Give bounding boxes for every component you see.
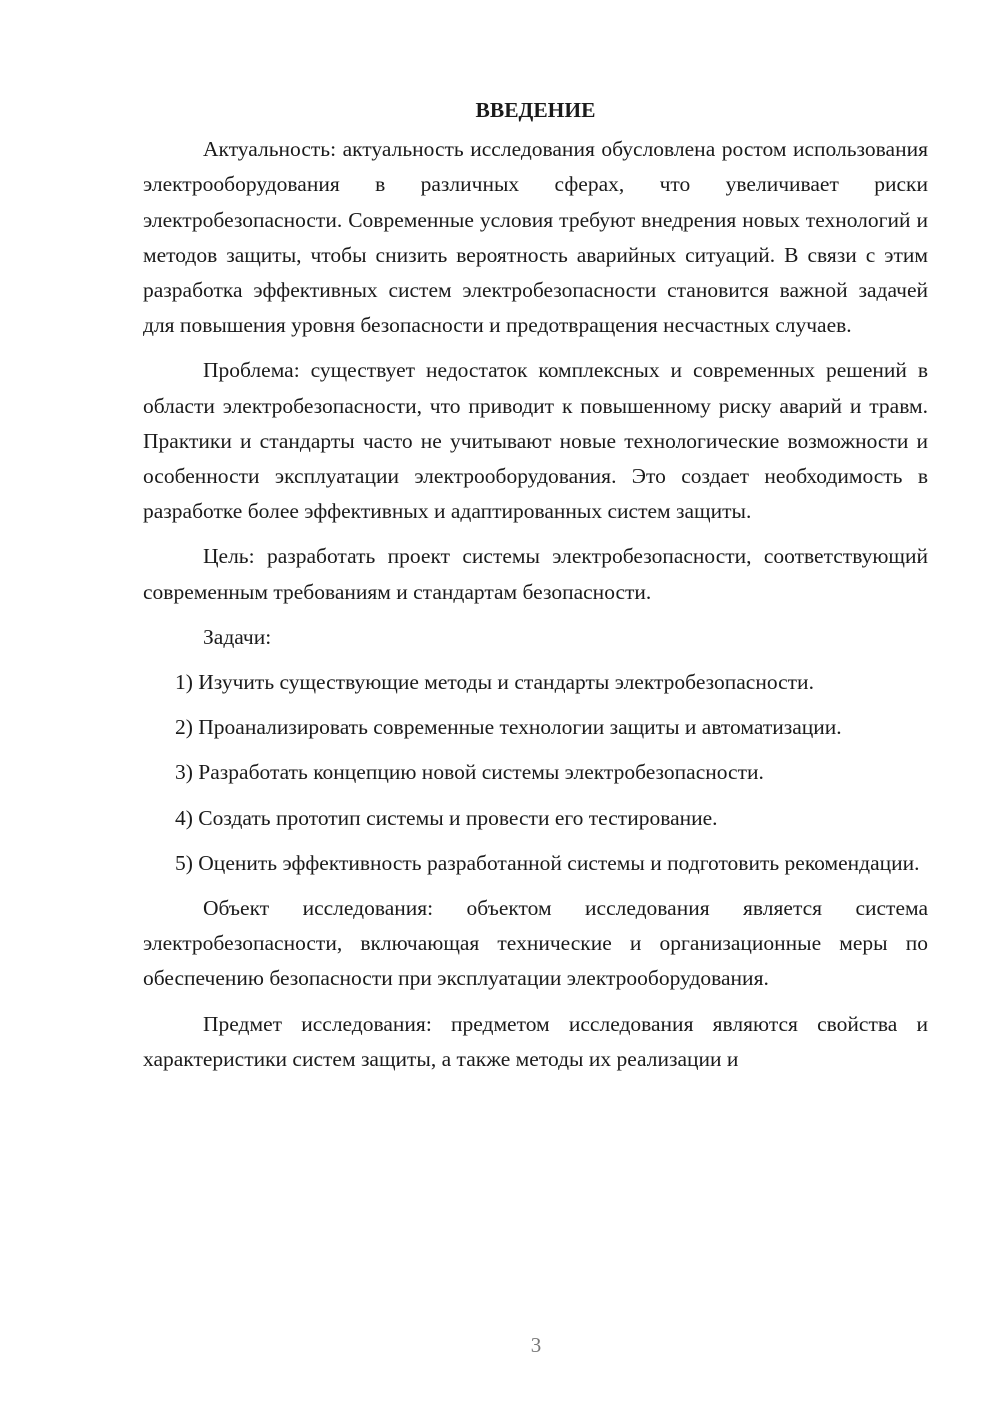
object-paragraph: Объект исследования: объектом исследования является система электробезопасности, включающая технические и организационные меры по обеспечению безопасности при эксплуатации электрооборудования. — [143, 896, 928, 991]
page-number: 3 — [530, 1333, 542, 1357]
problem-paragraph: Проблема: существует недостаток комплексных и современных решений в области электробезопасности, что приводит к повышенному риску аварий и травм. Практики и стандарты часто не учитывают новые технологические возможности и особенности эксплуатации электрооборудования. Это создает необходимость в разработке более эффективных и адаптированных систем защиты. — [143, 358, 928, 524]
task-item-3: 3) Разработать концепцию новой системы электробезопасности. — [175, 760, 764, 785]
page-content — [143, 93, 928, 1087]
tasks-label: Задачи: — [203, 624, 272, 649]
task-item-5: 5) Оценить эффективность разработанной системы и подготовить рекомендации. — [175, 850, 920, 875]
goal-paragraph: Цель: разработать проект системы электробезопасности, соответствующий современным требованиям и стандартам безопасности. — [143, 544, 928, 604]
relevance-paragraph: Актуальность: актуальность исследования обусловлена ростом использования электрооборудования в различных сферах, что увеличивает риски электробезопасности. Современные условия требуют внедрения новых технологий и методов защиты, чтобы снизить вероятность аварийных ситуаций. В связи с этим разработка эффективных систем электробезопасности становится важной задачей для повышения уровня безопасности и предотвращения несчастных случаев. — [143, 137, 928, 338]
task-item-2: 2) Проанализировать современные технологии защиты и автоматизации. — [175, 715, 842, 740]
subject-paragraph: Предмет исследования: предметом исследования являются свойства и характеристики систем защиты, а также методы их реализации и — [143, 1011, 928, 1071]
task-item-1: 1) Изучить существующие методы и стандарты электробезопасности. — [175, 670, 814, 695]
task-item-4: 4) Создать прототип системы и провести его тестирование. — [175, 805, 718, 830]
section-heading: ВВЕДЕНИЕ — [475, 98, 596, 122]
